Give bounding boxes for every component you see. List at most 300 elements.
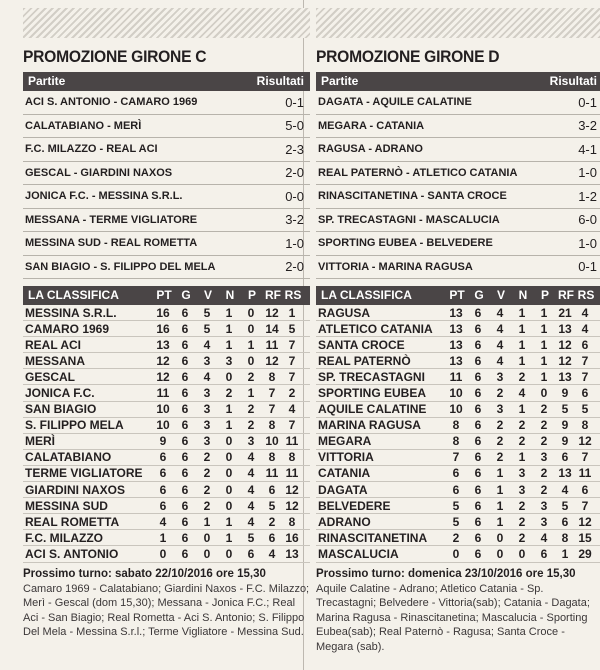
- standings-cell-rs: 4: [288, 402, 296, 417]
- standings-cell-g: 6: [181, 466, 189, 481]
- standings-row: [23, 450, 310, 466]
- standings-cell-v: 1: [496, 482, 504, 497]
- standings-cell-g: 6: [181, 482, 189, 497]
- standings-cell-rf: 8: [268, 369, 276, 384]
- standings-cell-pt: 13: [449, 321, 463, 336]
- standings-cell-g: 6: [474, 434, 482, 449]
- standings-cell-g: 6: [474, 402, 482, 417]
- match-teams: VITTORIA - MARINA RAGUSA: [318, 260, 473, 273]
- standings-cell-rs: 5: [288, 321, 296, 336]
- standings-cell-team-name: CATANIA: [318, 466, 371, 481]
- match-score: 0-1: [578, 259, 597, 275]
- standings-cell-g: 6: [181, 353, 189, 368]
- standings-cell-v: 2: [203, 466, 211, 481]
- standings-cell-rs: 29: [578, 546, 592, 561]
- standings-cell-v: 4: [496, 337, 504, 352]
- standings-cell-pt: 13: [156, 337, 170, 352]
- standings-cell-g: 6: [474, 466, 482, 481]
- standings-cell-rs: 7: [581, 450, 589, 465]
- standings-cell-rf: 13: [558, 466, 572, 481]
- match-score: 1-0: [578, 165, 597, 181]
- standings-cell-pt: 6: [159, 498, 167, 513]
- results-header-scores: Risultati: [256, 74, 304, 88]
- standings-cell-rs: 11: [578, 466, 592, 481]
- standings-cell-v: 3: [203, 353, 211, 368]
- standings-cell-g: 6: [181, 386, 189, 401]
- next-round-fixtures: Camaro 1969 - Calatabiano; Giardini Naxos - F.C. Milazzo; Merì - Gescal (dom 15,30); Messana - Jonica F.C.; Real Aci - San Biagio; Real Rometta - Aci S. Antonio; S. Filippo Del Mela - Messina S.r.l.; Terme Vigliatore - Messina Sud.: [23, 582, 310, 639]
- standings-cell-v: 0: [203, 546, 211, 561]
- match-teams: MESSANA - TERME VIGLIATORE: [25, 213, 198, 226]
- standings-row: [316, 321, 600, 337]
- standings-cell-pt: 6: [159, 466, 167, 481]
- standings-cell-team-name: RINASCITANETINA: [318, 530, 428, 545]
- standings-cell-n: 1: [518, 337, 526, 352]
- match-score: 5-0: [285, 118, 304, 134]
- standings-cell-rf: 14: [265, 321, 279, 336]
- standings-cell-n: 2: [518, 369, 526, 384]
- standings-row: [316, 402, 600, 418]
- col-v: V: [203, 288, 212, 302]
- standings-row: [23, 305, 310, 321]
- standings-cell-v: 1: [203, 514, 211, 529]
- standings-cell-rs: 8: [581, 418, 589, 433]
- standings-cell-pt: 6: [452, 466, 460, 481]
- standings-cell-v: 2: [203, 498, 211, 513]
- standings-cell-rs: 6: [581, 482, 589, 497]
- standings-row: [316, 498, 600, 514]
- standings-cell-team-name: F.C. MILAZZO: [25, 530, 103, 545]
- standings-cell-n: 1: [225, 418, 233, 433]
- standings-cell-n: 1: [225, 402, 233, 417]
- standings-cell-team-name: GESCAL: [25, 369, 76, 384]
- standings-cell-v: 4: [203, 369, 211, 384]
- standings-cell-team-name: CALATABIANO: [25, 450, 112, 465]
- standings-cell-n: 1: [225, 337, 233, 352]
- standings-cell-rf: 11: [265, 466, 279, 481]
- standings-cell-n: 1: [518, 450, 526, 465]
- standings-header: [316, 286, 600, 305]
- standings-cell-team-name: S. FILIPPO MELA: [25, 418, 124, 433]
- standings-row: [23, 321, 310, 337]
- match-row: [23, 91, 310, 115]
- standings-cell-n: 0: [225, 450, 233, 465]
- match-row: [316, 162, 600, 186]
- standings-row: [316, 385, 600, 401]
- standings-cell-team-name: CAMARO 1969: [25, 321, 110, 336]
- match-teams: GESCAL - GIARDINI NAXOS: [25, 166, 173, 179]
- standings-cell-rs: 11: [285, 466, 299, 481]
- header-hatch: [23, 8, 310, 38]
- standings-row: [316, 514, 600, 530]
- standings-cell-g: 6: [181, 498, 189, 513]
- standings-row: [316, 530, 600, 546]
- standings-cell-g: 6: [181, 514, 189, 529]
- standings-cell-team-name: AQUILE CALATINE: [318, 402, 427, 417]
- standings-cell-g: 6: [474, 498, 482, 513]
- results-list: [23, 91, 310, 279]
- standings-cell-p: 4: [247, 498, 255, 513]
- col-pt: PT: [156, 288, 172, 302]
- standings-cell-p: 1: [540, 353, 548, 368]
- standings-cell-v: 2: [203, 482, 211, 497]
- standings-row: [23, 514, 310, 530]
- standings-cell-p: 4: [247, 466, 255, 481]
- match-score: 4-1: [578, 141, 597, 157]
- standings-cell-rs: 2: [288, 386, 296, 401]
- standings-cell-v: 3: [203, 418, 211, 433]
- standings-cell-v: 4: [496, 321, 504, 336]
- standings-cell-rf: 4: [268, 546, 276, 561]
- col-pt: PT: [449, 288, 465, 302]
- standings-cell-v: 2: [496, 450, 504, 465]
- standings-cell-v: 1: [496, 514, 504, 529]
- standings-cell-g: 6: [474, 482, 482, 497]
- girone-c-column: [23, 0, 310, 640]
- match-row: [316, 256, 600, 280]
- standings-cell-pt: 8: [452, 418, 460, 433]
- match-teams: CALATABIANO - MERÌ: [25, 119, 142, 132]
- col-rs: RS: [577, 288, 595, 302]
- standings-cell-v: 4: [203, 337, 211, 352]
- standings-cell-rf: 11: [265, 337, 279, 352]
- match-score: 0-1: [285, 94, 304, 110]
- standings-cell-rs: 6: [581, 386, 589, 401]
- standings-cell-rs: 7: [581, 353, 589, 368]
- standings-cell-rs: 12: [578, 514, 592, 529]
- col-rs: RS: [284, 288, 302, 302]
- col-rf: RF: [265, 288, 281, 302]
- standings-cell-n: 0: [225, 546, 233, 561]
- standings-cell-team-name: REAL PATERNÒ: [318, 353, 411, 368]
- standings-cell-pt: 8: [452, 434, 460, 449]
- standings-cell-pt: 16: [156, 305, 170, 320]
- standings-cell-g: 6: [474, 386, 482, 401]
- standings-cell-n: 4: [518, 386, 526, 401]
- match-row: [23, 209, 310, 233]
- match-score: 3-2: [285, 212, 304, 228]
- standings-cell-pt: 9: [159, 434, 167, 449]
- match-row: [316, 138, 600, 162]
- standings-cell-g: 6: [474, 546, 482, 561]
- standings-cell-p: 5: [247, 530, 255, 545]
- standings-row: [23, 385, 310, 401]
- standings-cell-p: 1: [247, 386, 255, 401]
- standings-cell-rf: 6: [561, 514, 569, 529]
- standings-row: [23, 498, 310, 514]
- standings-row: [23, 530, 310, 546]
- standings-cell-team-name: VITTORIA: [318, 450, 374, 465]
- standings-cell-rs: 7: [288, 369, 296, 384]
- standings-cell-p: 4: [247, 450, 255, 465]
- standings-row: [23, 482, 310, 498]
- standings-cell-team-name: TERME VIGLIATORE: [25, 466, 143, 481]
- standings-cell-rf: 9: [561, 386, 569, 401]
- standings-cell-v: 0: [496, 546, 504, 561]
- standings-cell-rs: 13: [285, 546, 299, 561]
- standings-cell-g: 6: [181, 530, 189, 545]
- match-teams: RINASCITANETINA - SANTA CROCE: [318, 190, 507, 203]
- standings-cell-rf: 13: [558, 369, 572, 384]
- match-teams: MESSINA SUD - REAL ROMETTA: [25, 237, 198, 250]
- standings-cell-n: 3: [518, 466, 526, 481]
- standings-cell-pt: 13: [449, 353, 463, 368]
- standings-cell-g: 6: [181, 546, 189, 561]
- standings-cell-rs: 7: [288, 337, 296, 352]
- standings-cell-p: 4: [247, 482, 255, 497]
- standings-cell-rf: 5: [268, 498, 276, 513]
- match-score: 2-3: [285, 141, 304, 157]
- standings-row: [23, 546, 310, 562]
- standings-cell-pt: 10: [156, 402, 170, 417]
- standings-cell-v: 3: [203, 402, 211, 417]
- standings-cell-g: 6: [474, 450, 482, 465]
- standings-cell-pt: 0: [159, 546, 167, 561]
- standings-cell-n: 1: [518, 321, 526, 336]
- standings-cell-p: 6: [247, 546, 255, 561]
- standings-cell-team-name: DAGATA: [318, 482, 368, 497]
- standings-cell-g: 6: [181, 450, 189, 465]
- standings-cell-p: 1: [540, 321, 548, 336]
- standings-cell-rf: 2: [268, 514, 276, 529]
- match-teams: F.C. MILAZZO - REAL ACI: [25, 143, 158, 156]
- match-teams: ACI S. ANTONIO - CAMARO 1969: [25, 96, 198, 109]
- standings-row: [316, 353, 600, 369]
- standings-cell-p: 0: [247, 305, 255, 320]
- standings-cell-team-name: MESSANA: [25, 353, 86, 368]
- results-header-scores: Risultati: [549, 74, 597, 88]
- standings-cell-g: 6: [474, 514, 482, 529]
- match-score: 1-2: [578, 188, 597, 204]
- standings-cell-v: 1: [496, 466, 504, 481]
- standings-cell-n: 1: [225, 321, 233, 336]
- standings-cell-v: 0: [496, 530, 504, 545]
- results-header-matches: Partite: [321, 74, 359, 88]
- standings-cell-rf: 9: [561, 418, 569, 433]
- standings-cell-p: 2: [247, 418, 255, 433]
- standings-cell-team-name: SAN BIAGIO: [25, 402, 97, 417]
- standings-cell-p: 2: [540, 482, 548, 497]
- results-list: [316, 91, 600, 279]
- standings-row: [316, 337, 600, 353]
- standings-cell-p: 4: [247, 514, 255, 529]
- standings-cell-rs: 6: [581, 337, 589, 352]
- standings-cell-pt: 12: [156, 353, 170, 368]
- standings-cell-team-name: SP. TRECASTAGNI: [318, 369, 425, 384]
- standings-cell-p: 3: [540, 514, 548, 529]
- match-row: [23, 185, 310, 209]
- standings-row: [23, 418, 310, 434]
- standings-cell-n: 1: [518, 305, 526, 320]
- standings-cell-rf: 4: [561, 482, 569, 497]
- match-row: [23, 115, 310, 139]
- standings-cell-pt: 6: [159, 450, 167, 465]
- standings-cell-n: 2: [518, 514, 526, 529]
- col-n: N: [518, 288, 528, 302]
- match-row: [316, 185, 600, 209]
- standings-cell-rs: 7: [581, 369, 589, 384]
- standings-cell-team-name: MESSINA S.R.L.: [25, 305, 117, 320]
- standings-cell-n: 2: [518, 418, 526, 433]
- standings-cell-rs: 11: [285, 434, 299, 449]
- standings-cell-v: 2: [496, 386, 504, 401]
- match-score: 3-2: [578, 118, 597, 134]
- standings-cell-team-name: ACI S. ANTONIO: [25, 546, 119, 561]
- girone-c-title: PROMOZIONE GIRONE C: [23, 47, 207, 66]
- standings-cell-n: 2: [225, 386, 233, 401]
- standings-cell-rs: 7: [288, 353, 296, 368]
- standings-cell-rs: 12: [285, 482, 299, 497]
- standings-cell-rf: 10: [265, 434, 279, 449]
- standings-cell-g: 6: [181, 321, 189, 336]
- results-header: [316, 72, 600, 91]
- standings-cell-n: 1: [518, 402, 526, 417]
- standings-header-label: LA CLASSIFICA: [321, 288, 412, 302]
- match-row: [23, 138, 310, 162]
- standings-cell-rf: 12: [265, 305, 279, 320]
- standings-cell-n: 2: [518, 530, 526, 545]
- standings-cell-p: 3: [540, 498, 548, 513]
- standings-cell-rf: 6: [268, 482, 276, 497]
- standings-cell-g: 6: [474, 530, 482, 545]
- standings-row: [23, 466, 310, 482]
- standings-cell-rs: 15: [578, 530, 592, 545]
- standings-cell-v: 2: [496, 434, 504, 449]
- standings-row: [316, 434, 600, 450]
- standings-cell-p: 0: [247, 353, 255, 368]
- standings-cell-team-name: REAL ROMETTA: [25, 514, 120, 529]
- standings-cell-rf: 7: [268, 402, 276, 417]
- standings-cell-team-name: ADRANO: [318, 514, 371, 529]
- standings-cell-n: 0: [518, 546, 526, 561]
- col-p: P: [247, 288, 256, 302]
- standings-cell-g: 6: [181, 434, 189, 449]
- next-round-fixtures: Aquile Calatine - Adrano; Atletico Catania - Sp. Trecastagni; Belvedere - Vittoria(sab); Catania - Dagata; Marina Ragusa - Rinascitanetina; Mascalucia - Sporting Eubea(sab); Real Paternò - Ragusa; Santa Croce - Megara (sab).: [316, 582, 590, 653]
- standings-cell-n: 0: [225, 434, 233, 449]
- standings-cell-team-name: MERÌ: [25, 434, 55, 449]
- standings-cell-n: 2: [518, 434, 526, 449]
- standings-row: [316, 482, 600, 498]
- match-teams: MEGARA - CATANIA: [318, 119, 425, 132]
- standings-row: [23, 402, 310, 418]
- standings-cell-g: 6: [474, 321, 482, 336]
- standings-cell-team-name: MARINA RAGUSA: [318, 418, 421, 433]
- standings-cell-g: 6: [181, 305, 189, 320]
- girone-d-title: PROMOZIONE GIRONE D: [316, 47, 500, 66]
- standings-cell-n: 1: [225, 530, 233, 545]
- standings-cell-p: 1: [540, 337, 548, 352]
- standings-cell-p: 1: [540, 369, 548, 384]
- standings-cell-g: 6: [474, 418, 482, 433]
- standings-cell-g: 6: [181, 337, 189, 352]
- standings-cell-rf: 7: [268, 386, 276, 401]
- standings-cell-pt: 16: [156, 321, 170, 336]
- standings-cell-n: 1: [225, 514, 233, 529]
- col-g: G: [474, 288, 484, 302]
- match-teams: SPORTING EUBEA - BELVEDERE: [318, 237, 493, 250]
- standings-cell-rf: 12: [558, 353, 572, 368]
- standings-cell-rs: 8: [288, 450, 296, 465]
- standings-cell-v: 1: [496, 498, 504, 513]
- standings-cell-v: 2: [203, 450, 211, 465]
- standings-cell-pt: 10: [449, 386, 463, 401]
- standings-cell-rs: 12: [285, 498, 299, 513]
- standings-cell-rf: 12: [558, 337, 572, 352]
- standings-cell-v: 5: [203, 305, 211, 320]
- standings-cell-team-name: MESSINA SUD: [25, 498, 108, 513]
- standings-row: [316, 418, 600, 434]
- standings-table: [23, 305, 310, 563]
- standings-cell-v: 0: [203, 530, 211, 545]
- standings-row: [23, 353, 310, 369]
- standings-cell-rs: 7: [288, 418, 296, 433]
- standings-cell-p: 2: [540, 434, 548, 449]
- standings-cell-p: 4: [540, 530, 548, 545]
- standings-cell-team-name: MEGARA: [318, 434, 372, 449]
- match-score: 1-0: [578, 235, 597, 251]
- standings-cell-g: 6: [181, 418, 189, 433]
- match-row: [23, 256, 310, 280]
- match-score: 1-0: [285, 235, 304, 251]
- standings-row: [23, 434, 310, 450]
- standings-cell-p: 6: [540, 546, 548, 561]
- standings-cell-pt: 6: [452, 482, 460, 497]
- results-header-matches: Partite: [28, 74, 66, 88]
- standings-cell-pt: 6: [159, 482, 167, 497]
- standings-cell-pt: 1: [159, 530, 167, 545]
- standings-cell-p: 1: [247, 337, 255, 352]
- col-rf: RF: [558, 288, 574, 302]
- match-row: [23, 232, 310, 256]
- standings-row: [23, 369, 310, 385]
- standings-table: [316, 305, 600, 563]
- standings-cell-rf: 13: [558, 321, 572, 336]
- standings-header-label: LA CLASSIFICA: [28, 288, 119, 302]
- standings-cell-n: 0: [225, 466, 233, 481]
- standings-cell-p: 1: [540, 305, 548, 320]
- standings-cell-rs: 8: [288, 514, 296, 529]
- standings-cell-pt: 5: [452, 514, 460, 529]
- standings-cell-rf: 8: [268, 450, 276, 465]
- standings-cell-g: 6: [474, 369, 482, 384]
- standings-cell-pt: 0: [452, 546, 460, 561]
- standings-cell-pt: 11: [449, 369, 463, 384]
- standings-cell-rf: 8: [268, 418, 276, 433]
- standings-cell-p: 3: [247, 434, 255, 449]
- standings-cell-rs: 5: [581, 402, 589, 417]
- match-row: [23, 162, 310, 186]
- standings-cell-team-name: BELVEDERE: [318, 498, 391, 513]
- standings-cell-rs: 1: [288, 305, 296, 320]
- header-hatch: [316, 8, 600, 38]
- standings-cell-n: 1: [225, 305, 233, 320]
- standings-cell-p: 2: [540, 402, 548, 417]
- standings-cell-n: 2: [518, 498, 526, 513]
- standings-cell-rf: 12: [265, 353, 279, 368]
- standings-cell-team-name: SANTA CROCE: [318, 337, 405, 352]
- match-teams: JONICA F.C. - MESSINA S.R.L.: [25, 190, 183, 203]
- match-score: 0-0: [285, 188, 304, 204]
- standings-cell-n: 0: [225, 369, 233, 384]
- standings-cell-g: 6: [474, 305, 482, 320]
- standings-cell-g: 6: [474, 337, 482, 352]
- standings-row: [23, 337, 310, 353]
- match-teams: DAGATA - AQUILE CALATINE: [318, 96, 472, 109]
- standings-cell-pt: 13: [449, 337, 463, 352]
- standings-cell-team-name: REAL ACI: [25, 337, 82, 352]
- standings-cell-v: 2: [496, 418, 504, 433]
- standings-cell-rf: 6: [268, 530, 276, 545]
- standings-cell-pt: 7: [452, 450, 460, 465]
